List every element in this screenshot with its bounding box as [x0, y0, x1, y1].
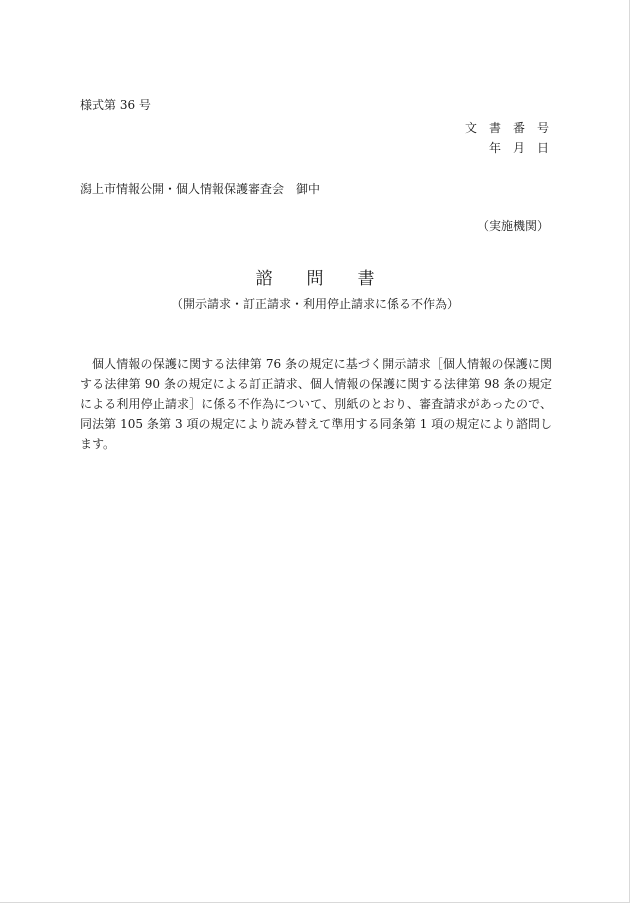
implementing-agency: （実施機関） — [476, 219, 549, 233]
document-title: 諮 問 書 — [255, 269, 375, 289]
body-paragraph: 個人情報の保護に関する法律第 76 条の規定に基づく開示請求［個人情報の保護に関する法律第 90 条の規定による訂正請求、個人情報の保護に関する法律第 98 条の規定による利用停止請求］に係る不作為について、別紙のとおり、審査請求があったので、同法第 105 条第 3 項の規定により読み替えて準用する同条第 1 項の規定により諮問します。 — [80, 357, 552, 451]
date-label: 年 月 日 — [488, 141, 549, 155]
document-meta — [465, 118, 549, 158]
document-subtitle: （開示請求・訂正請求・利用停止請求に係る不作為） — [170, 297, 459, 311]
addressee: 潟上市情報公開・個人情報保護審査会 御中 — [80, 182, 321, 196]
document-number-label: 文 書 番 号 — [464, 121, 549, 135]
form-number: 様式第 36 号 — [80, 98, 151, 112]
